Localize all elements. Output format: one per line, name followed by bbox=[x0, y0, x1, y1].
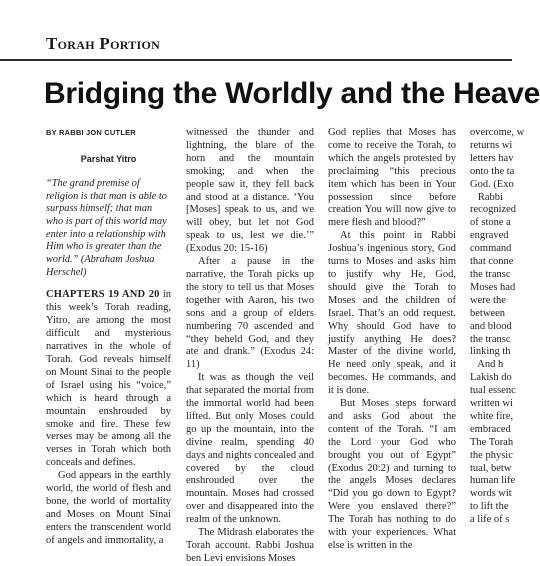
section-rule bbox=[0, 59, 512, 61]
article-headline: Bridging the Worldly and the Heave bbox=[44, 77, 540, 110]
column-4-line: human life bbox=[470, 475, 516, 487]
paragraph: God replies that Moses has come to receive the Torah, to which the angels protested by proclaiming “this precious item which has been in Your possession since before creation You will now give to mere flesh and blood?” bbox=[328, 127, 456, 229]
column-4-line: white fire, bbox=[470, 410, 514, 422]
byline: BY RABBI JON CUTLER bbox=[46, 128, 136, 137]
paragraph: At this point in Rabbi Joshua’s ingenious story, God turns to Moses and asks him to justify why He, God, should give the Torah to Moses and the children of Israel. That’s an odd request. Why should God have to justify anything He does? Master of the divine world, He need only speak, and it becomes. He commands, and it is done. bbox=[328, 230, 456, 397]
paragraph: It was as though the veil that separated the mortal from the immortal world had been lifted. But only Moses could go up the mountain, into the divine realm, spending 40 days and nights concealed and covered by the cloud enshrouded over the mountain. Moses had crossed over and disappeared into the realm of the unknown. bbox=[186, 372, 314, 526]
column-4-line: Lakish do bbox=[470, 372, 512, 384]
paragraph-text: in this week’s Torah reading, Yitro, are among the most difficult and mysterious narratives in the whole of Torah. God reveals himself on Mount Sinai to the people of Israel using his “voice,” which is heard through a mountain enshrouded by smoke and fire. These few verses may be among all the verses in Torah which both conceals and defines. bbox=[46, 289, 171, 469]
column-4-line: tual, betw bbox=[470, 462, 512, 474]
column-4-line: And h bbox=[470, 359, 504, 371]
column-4-line: written wi bbox=[470, 398, 513, 410]
parsha-title: Parshat Yitro bbox=[80, 153, 137, 164]
paragraph bbox=[46, 289, 171, 470]
column-4-line: letters hav bbox=[470, 152, 514, 164]
column-4-line: embraced bbox=[470, 423, 511, 435]
column-2 bbox=[186, 127, 314, 566]
paragraph: witnessed the thunder and lightning, the blare of the horn and the mountain smoking; and when the people saw it, they fell back and stood at a distance. ‘You [Moses] speak to us, and we will obey, but let not God speak to us, lest we die.’” (Exodus 20: 15-16) bbox=[186, 127, 314, 255]
column-4-line: returns wi bbox=[470, 139, 513, 151]
column-4-line: Moses had bbox=[470, 281, 516, 293]
column-4-line: and blood bbox=[470, 320, 512, 332]
column-4-line: the transc bbox=[470, 268, 511, 280]
column-4-truncated bbox=[470, 127, 530, 527]
column-4-line: to lift the bbox=[470, 501, 509, 513]
column-4-line: Rabbi bbox=[470, 191, 503, 203]
column-4-line: God. (Exo bbox=[470, 178, 514, 190]
column-1 bbox=[46, 127, 171, 548]
column-4-line: command bbox=[470, 243, 512, 255]
paragraph: The Midrash elaborates the Torah account. Rabbi Joshua ben Levi envisions Moses bbox=[186, 527, 314, 564]
column-4-line: the transc bbox=[470, 333, 511, 345]
paragraph: After a pause in the narrative, the Torah picks up the story to tell us that Moses together with Aaron, his two sons and a group of elders numbering 70 ascended and “they beheld God, and they ate and drank.” (Exodus 24: 11) bbox=[186, 256, 314, 371]
paragraph: But Moses steps forward and asks God about the content of the Torah. “I am the Lord your God who brought you out of Egypt” (Exodus 20:2) and turning to the angels Moses declares “Did you go down to Egypt? Were you enslaved there?” The Torah has nothing to do with your experiences. What else is written in the bbox=[328, 398, 456, 551]
column-4-line: a life of s bbox=[470, 514, 510, 526]
section-label: Torah Portion bbox=[46, 34, 161, 53]
lead-in-caps: CHAPTERS 19 AND 20 bbox=[46, 289, 160, 301]
column-4-line: words wit bbox=[470, 488, 512, 500]
paragraph: God appears in the earthly world, the world of flesh and bone, the world of mortality and Moses on Mount Sinai enters the transcendent world of angels and immortality, a bbox=[46, 470, 171, 546]
column-3 bbox=[328, 127, 456, 553]
column-4-line: recognized bbox=[470, 204, 517, 216]
column-4-line: linking th bbox=[470, 346, 511, 358]
column-4-line: The Torah bbox=[470, 436, 514, 448]
column-4-line: between bbox=[470, 307, 505, 319]
column-4-line: engraved bbox=[470, 230, 509, 242]
column-4-line: that conne bbox=[470, 256, 514, 268]
column-4-line: tual essenc bbox=[470, 385, 516, 397]
column-4-line: overcome, w bbox=[470, 127, 525, 138]
column-4-line: onto the ta bbox=[470, 165, 515, 177]
epigraph-quote: “The grand premise of religion is that man is able to surpass himself; that man who is part of this world may enter into a relationship with Him who is greater than the world.” (Abraham Joshua Herschel) bbox=[46, 177, 167, 278]
column-4-line: the physic bbox=[470, 449, 513, 461]
column-4-line: were the bbox=[470, 294, 506, 306]
column-4-line: of stone a bbox=[470, 217, 511, 229]
